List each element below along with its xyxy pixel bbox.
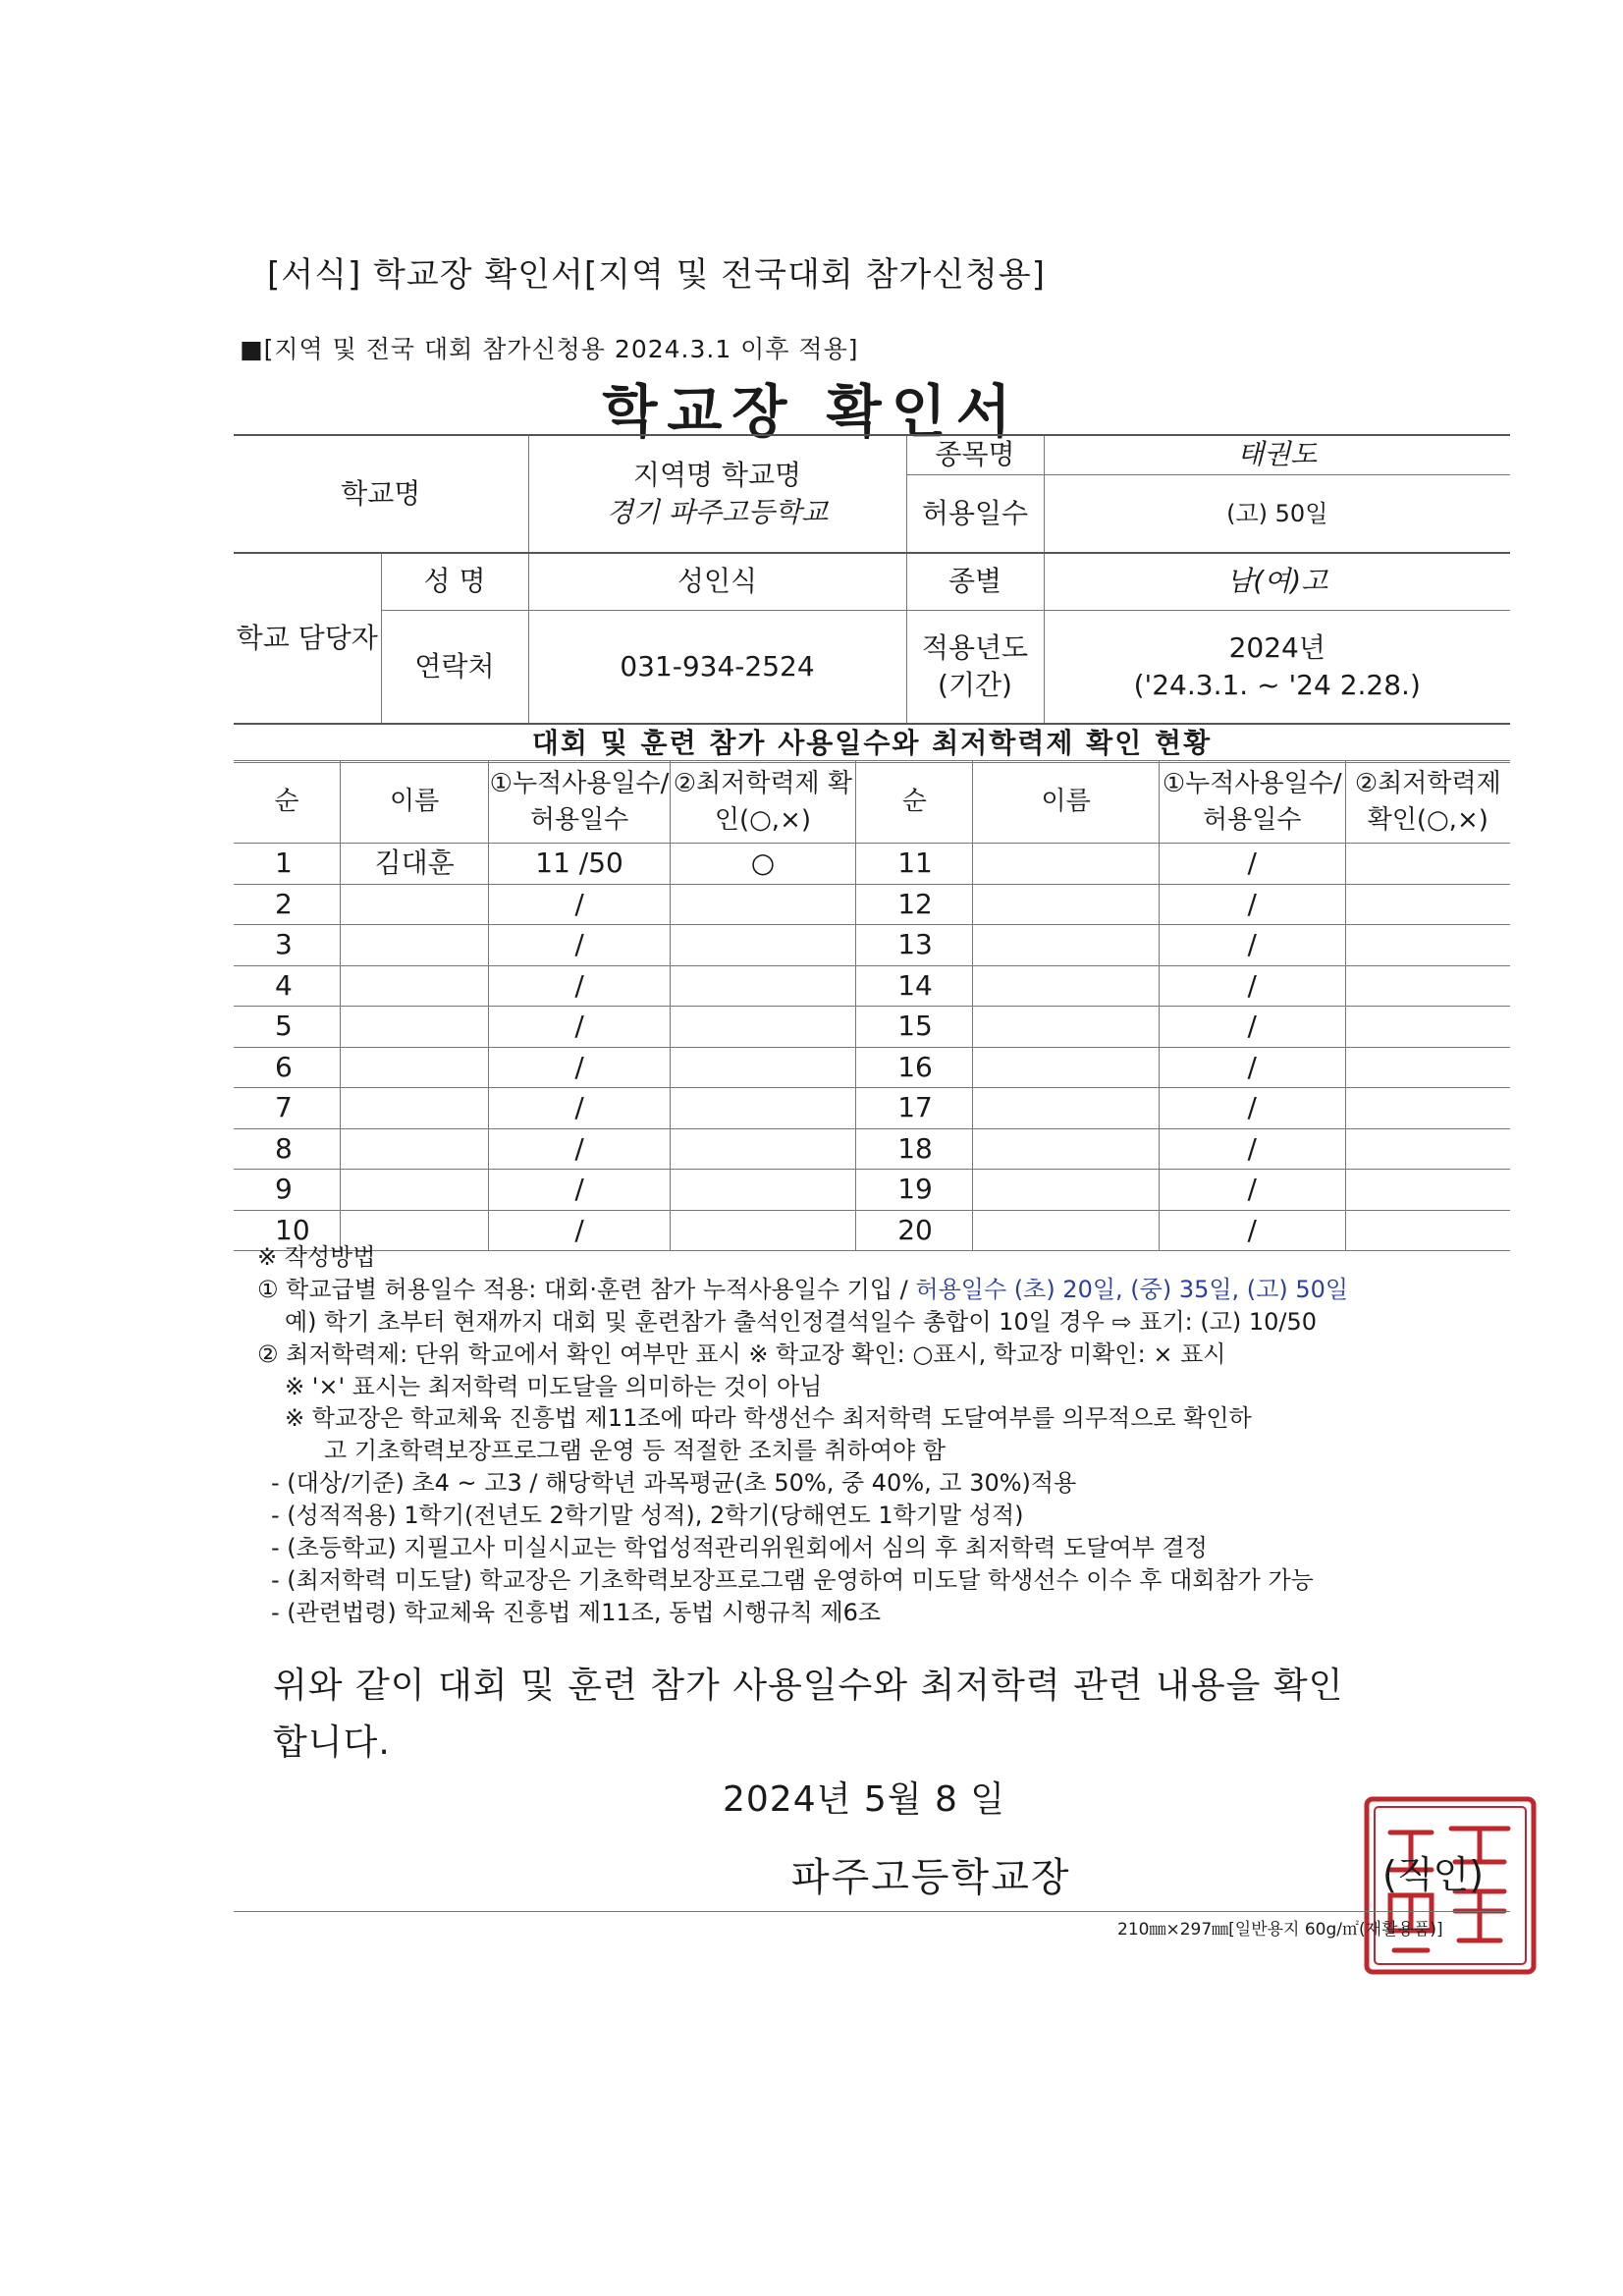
gender-value: 남(여)고 (1044, 553, 1510, 610)
table-row (234, 884, 1510, 925)
row-check (1345, 925, 1510, 966)
instruction-text: ① 학교급별 허용일수 적용: 대회·훈련 참가 누적사용일수 기입 / (257, 1275, 916, 1303)
principal-title: 파주고등학교장 (791, 1855, 1071, 1900)
row-number: 17 (856, 1088, 973, 1129)
row-name (340, 1170, 489, 1211)
instruction-line: - (관련법령) 학교체육 진흥법 제11조, 동법 시행규칙 제6조 (271, 1598, 882, 1626)
row-days: / (489, 1088, 670, 1129)
col-no: 순 (856, 761, 973, 844)
row-name (973, 1088, 1160, 1129)
school-value: 경기 파주고등학교 (606, 496, 829, 528)
school-sub-label: 지역명 학교명 (632, 459, 802, 492)
row-days: / (1159, 844, 1345, 885)
row-number: 20 (856, 1210, 973, 1251)
row-days: / (1159, 1128, 1345, 1170)
roster-section-title: 대회 및 훈련 참가 사용일수와 최저학력제 확인 현황 (234, 723, 1510, 763)
notice-line: ■[지역 및 전국 대회 참가신청용 2024.3.1 이후 적용] (240, 335, 859, 363)
row-days: 11 /50 (489, 844, 670, 885)
row-days: / (1159, 1047, 1345, 1088)
confirmation-line: 위와 같이 대회 및 훈련 참가 사용일수와 최저학력 관련 내용을 확인 (273, 1666, 1344, 1706)
table-row (234, 1128, 1510, 1170)
row-name (340, 1047, 489, 1088)
row-number: 3 (234, 925, 340, 966)
row-name (340, 1088, 489, 1129)
school-cell (528, 435, 906, 553)
row-days: / (1159, 1007, 1345, 1048)
row-days: / (1159, 925, 1345, 966)
row-number: 11 (856, 844, 973, 885)
row-days: / (1159, 1210, 1345, 1251)
table-row (234, 965, 1510, 1007)
seal-label: (직인) (1382, 1853, 1485, 1896)
col-days: ①누적사용일수/허용일수 (489, 761, 670, 844)
row-check (670, 965, 856, 1007)
table-row (234, 1047, 1510, 1088)
row-name (973, 1047, 1160, 1088)
row-number: 8 (234, 1128, 340, 1170)
row-days: / (489, 884, 670, 925)
row-name (973, 844, 1160, 885)
row-number: 13 (856, 925, 973, 966)
row-check (1345, 965, 1510, 1007)
footer-divider (234, 1911, 1510, 1912)
row-check (1345, 844, 1510, 885)
table-row (234, 1170, 1510, 1211)
row-name (340, 1007, 489, 1048)
row-check (670, 1128, 856, 1170)
row-name (340, 925, 489, 966)
table-row (234, 1007, 1510, 1048)
name-value: 성인식 (528, 553, 906, 610)
allowed-label: 허용일수 (906, 474, 1044, 553)
instruction-line: - (성적적용) 1학기(전년도 2학기말 성적), 2학기(당해연도 1학기말 성적) (271, 1502, 1024, 1529)
table-row (234, 844, 1510, 885)
row-number: 1 (234, 844, 340, 885)
roster-body (234, 844, 1510, 1251)
row-number: 5 (234, 1007, 340, 1048)
confirmation-line: 합니다. (273, 1722, 391, 1763)
row-name (973, 1007, 1160, 1048)
school-label: 학교명 (234, 435, 528, 553)
row-number: 19 (856, 1170, 973, 1211)
row-days: / (489, 1128, 670, 1170)
year-period: ('24.3.1. ~ '24 2.28.) (1133, 669, 1421, 701)
row-number: 18 (856, 1128, 973, 1170)
allowed-days-highlight: 허용일수 (초) 20일, (중) 35일, (고) 50일 (915, 1275, 1349, 1303)
contact-value: 031-934-2524 (528, 610, 906, 724)
instruction-line: 예) 학기 초부터 현재까지 대회 및 훈련참가 출석인정결석일수 총합이 10일 경우 ⇨ 표기: (고) 10/50 (285, 1307, 1318, 1336)
row-check (670, 925, 856, 966)
instruction-line: ② 최저학력제: 단위 학교에서 확인 여부만 표시 ※ 학교장 확인: ○표시, 학교장 미확인: × 표시 (257, 1339, 1226, 1368)
page-title: 학교장 확인서 (602, 378, 1021, 445)
instruction-line: ※ 학교장은 학교체육 진흥법 제11조에 따라 학생선수 최저학력 도달여부를 의무적으로 확인하 (285, 1404, 1252, 1433)
row-number: 16 (856, 1047, 973, 1088)
instruction-line: - (대상/기준) 초4 ~ 고3 / 해당학년 과목평균(초 50%, 중 40%, 고 30%)적용 (271, 1469, 1077, 1498)
row-number: 4 (234, 965, 340, 1007)
row-name (973, 925, 1160, 966)
instruction-line: - (초등학교) 지필고사 미실시교는 학업성적관리위원회에서 심의 후 최저학력 도달여부 결정 (271, 1533, 1208, 1561)
col-name: 이름 (340, 761, 489, 844)
contact-label: 연락처 (381, 610, 528, 724)
row-days: / (489, 1210, 670, 1251)
row-number: 6 (234, 1047, 340, 1088)
row-check (1345, 1170, 1510, 1211)
row-number: 14 (856, 965, 973, 1007)
row-check (1345, 1128, 1510, 1170)
row-days: / (489, 965, 670, 1007)
row-number: 7 (234, 1088, 340, 1129)
row-number: 10 (234, 1210, 340, 1251)
row-check (670, 1047, 856, 1088)
row-check (1345, 1047, 1510, 1088)
row-name (340, 965, 489, 1007)
manager-label: 학교 담당자 (234, 553, 381, 724)
row-name: 김대훈 (340, 844, 489, 885)
instruction-line: ※ '×' 표시는 최저학력 미도달을 의미하는 것이 아님 (285, 1372, 823, 1400)
signing-date: 2024년 5월 8 일 (723, 1779, 1006, 1820)
row-days: / (489, 1047, 670, 1088)
row-name (340, 884, 489, 925)
col-no: 순 (234, 761, 340, 844)
instruction-line (257, 1274, 1524, 1306)
confirmation-statement (273, 1658, 1343, 1771)
row-name (973, 965, 1160, 1007)
row-check (1345, 1088, 1510, 1129)
row-days: / (1159, 1170, 1345, 1211)
form-label: [서식] 학교장 확인서[지역 및 전국대회 참가신청용] (267, 255, 1046, 295)
row-check (670, 1088, 856, 1129)
row-number: 15 (856, 1007, 973, 1048)
row-number: 9 (234, 1170, 340, 1211)
row-days: / (1159, 1088, 1345, 1129)
row-name (973, 1170, 1160, 1211)
row-days: / (489, 1170, 670, 1211)
row-days: / (489, 1007, 670, 1048)
instructions (257, 1241, 1524, 1629)
row-check (1345, 1007, 1510, 1048)
year-cell (1044, 610, 1510, 724)
row-check (670, 884, 856, 925)
table-row (234, 925, 1510, 966)
row-number: 12 (856, 884, 973, 925)
year-label: 적용년도 (기간) (906, 610, 1044, 724)
row-number: 2 (234, 884, 340, 925)
col-name: 이름 (973, 761, 1160, 844)
col-check: ②최저학력제 확인(○,×) (1345, 761, 1510, 844)
col-check: ②최저학력제 확인(○,×) (670, 761, 856, 844)
row-check: ○ (670, 844, 856, 885)
row-check (1345, 884, 1510, 925)
row-check (670, 1170, 856, 1211)
row-days: / (1159, 965, 1345, 1007)
paper-spec-note: 210㎜×297㎜[일반용지 60g/㎡(재활용품)] (1117, 1920, 1443, 1940)
instruction-line: - (최저학력 미도달) 학교장은 기초학력보장프로그램 운영하여 미도달 학생선수 이수 후 대회참가 가능 (271, 1565, 1314, 1594)
gender-label: 종별 (906, 553, 1044, 610)
instruction-line: 고 기초학력보장프로그램 운영 등 적절한 조치를 취하여야 함 (324, 1437, 947, 1465)
row-name (973, 1128, 1160, 1170)
table-row (234, 1088, 1510, 1129)
roster-table (234, 760, 1510, 1251)
allowed-value: (고) 50일 (1044, 474, 1510, 553)
instructions-heading: ※ 작성방법 (257, 1243, 376, 1271)
year-value: 2024년 (1228, 631, 1325, 665)
row-name (340, 1128, 489, 1170)
event-label: 종목명 (906, 435, 1044, 474)
event-value: 태권도 (1044, 435, 1510, 474)
name-label: 성 명 (381, 553, 528, 610)
row-name (973, 884, 1160, 925)
row-check (670, 1007, 856, 1048)
row-days: / (1159, 884, 1345, 925)
col-days: ①누적사용일수/허용일수 (1159, 761, 1345, 844)
info-table (234, 434, 1510, 725)
row-days: / (489, 925, 670, 966)
